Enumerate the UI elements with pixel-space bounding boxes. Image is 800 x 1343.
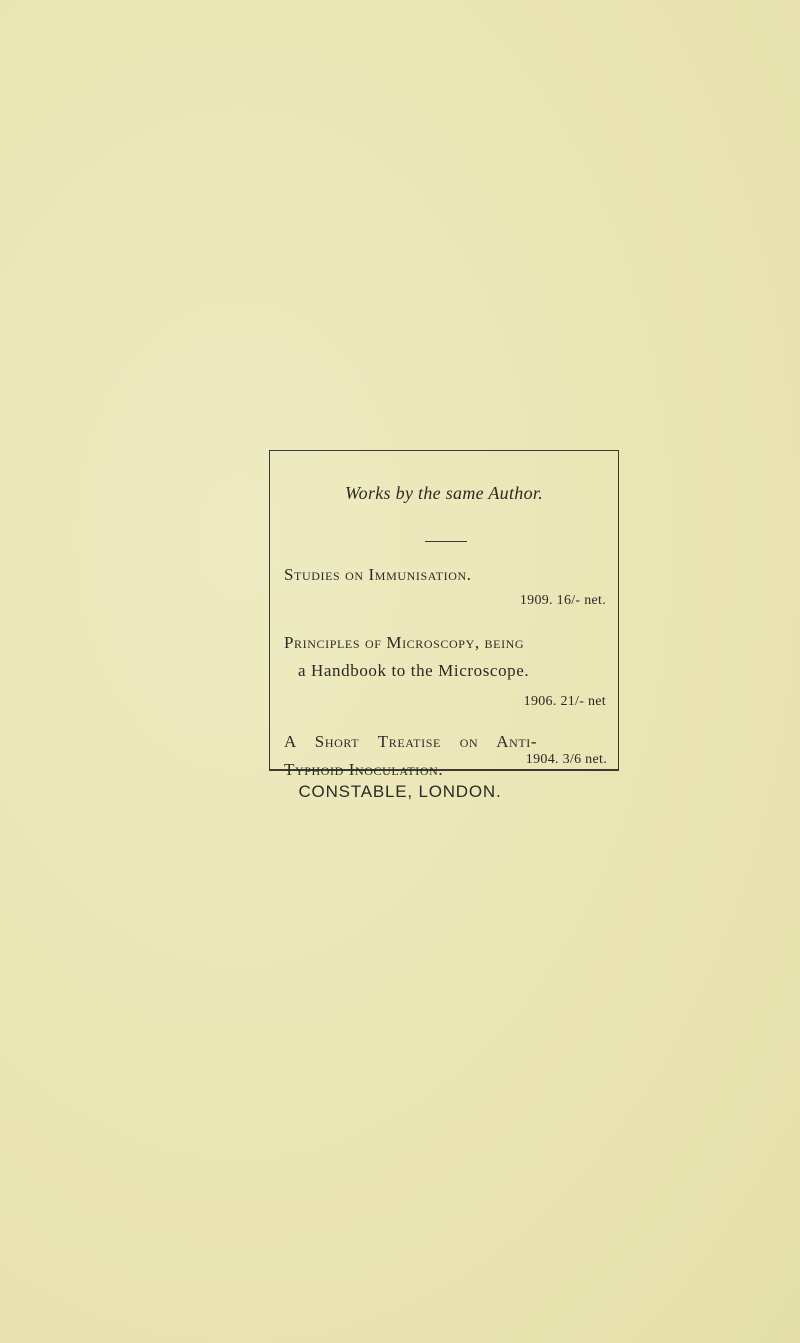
entry-price-1: 1909. 16/- net. — [519, 593, 606, 608]
entry-title-1-line1: Studies on Immunisation. — [284, 565, 472, 584]
entry-price-3: 1904. 3/6 net. — [525, 752, 607, 767]
entry-title-2-line2: a Handbook to the Microscope. — [298, 661, 530, 680]
entry-title-2 — [284, 629, 604, 685]
heading-rule — [425, 541, 467, 542]
entry-title-3-line1: A Short Treatise on Anti- — [284, 732, 538, 751]
entry-price-2: 1906. 21/- net — [523, 694, 606, 709]
entry-title-2-line1: Principles of Microscopy, being — [284, 633, 525, 652]
entry-title-3-line2: Typhoid Inoculation. — [284, 760, 444, 779]
advert-heading: Works by the same Author. — [345, 483, 543, 503]
advertisement-box — [269, 450, 619, 779]
entry-title-1 — [284, 561, 604, 589]
publisher-imprint: CONSTABLE, LONDON. — [298, 782, 502, 801]
